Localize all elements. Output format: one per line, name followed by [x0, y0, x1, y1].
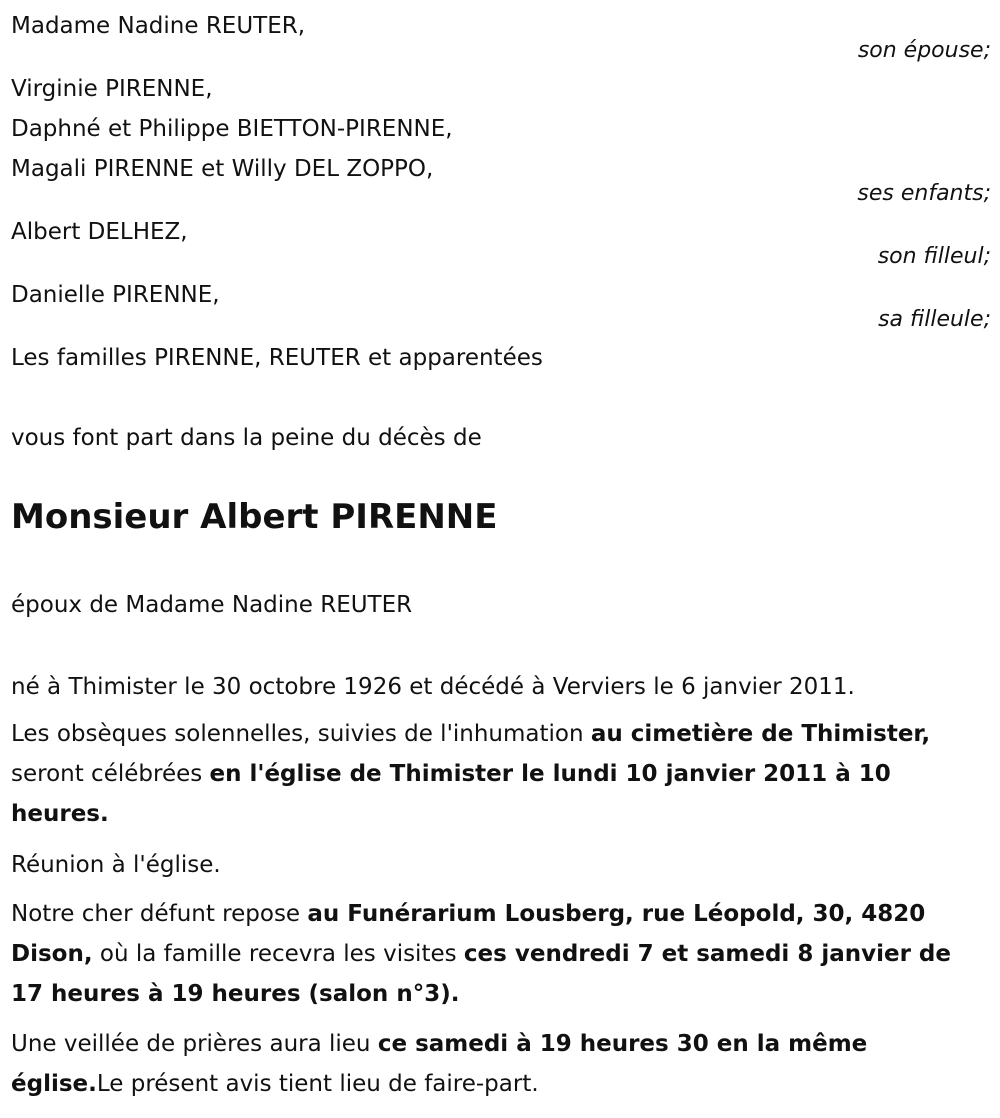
ceremony-datetime: en l'église de Thimister le lundi 10 janvier 2011 à 10 heures. — [11, 761, 891, 827]
goddaughter-role: sa filleule; — [878, 307, 991, 332]
visitation-text: où la famille recevra les visites — [92, 941, 464, 967]
cemetery-text: au cimetière de Thimister, — [590, 721, 931, 747]
child-name: Magali PIRENNE et Willy DEL ZOPPO, — [11, 156, 434, 182]
funeral-paragraph — [11, 714, 986, 834]
notice-footer: Le présent avis tient lieu de faire-part. — [96, 1071, 539, 1097]
deceased-name: Monsieur Albert PIRENNE — [11, 497, 498, 537]
visitation-paragraph — [11, 894, 986, 1014]
funeral-home-address: au Funérarium Lousberg, rue Léopold, 30, 4820 Dison, — [11, 901, 926, 967]
children-role: ses enfants; — [857, 181, 991, 206]
announcement: vous font part dans la peine du décès de — [11, 425, 482, 451]
funeral-text: Les obsèques solennelles, suivies de l'inhumation — [11, 721, 591, 747]
meeting-paragraph: Réunion à l'église. — [11, 852, 221, 878]
goddaughter-name: Danielle PIRENNE, — [11, 282, 220, 308]
visitation-text: Notre cher défunt repose — [11, 901, 308, 927]
spouse-role: son épouse; — [857, 38, 991, 63]
godson-name: Albert DELHEZ, — [11, 219, 188, 245]
vigil-text: Une veillée de prières aura lieu — [11, 1031, 378, 1057]
deceased-spouse-line: époux de Madame Nadine REUTER — [11, 592, 413, 618]
funeral-text: seront célébrées — [11, 761, 210, 787]
families-line: Les familles PIRENNE, REUTER et apparentées — [11, 345, 543, 371]
child-name: Daphné et Philippe BIETTON-PIRENNE, — [11, 116, 453, 142]
spouse-name: Madame Nadine REUTER, — [11, 13, 306, 39]
child-name: Virginie PIRENNE, — [11, 76, 213, 102]
vigil-paragraph — [11, 1024, 986, 1104]
vigil-datetime: ce samedi à 19 heures 30 en la même église. — [11, 1031, 868, 1097]
birth-death-line: né à Thimister le 30 octobre 1926 et décédé à Verviers le 6 janvier 2011. — [11, 674, 855, 700]
godson-role: son filleul; — [877, 244, 991, 269]
visitation-hours: ces vendredi 7 et samedi 8 janvier de 17 heures à 19 heures (salon n°3). — [11, 941, 951, 1007]
